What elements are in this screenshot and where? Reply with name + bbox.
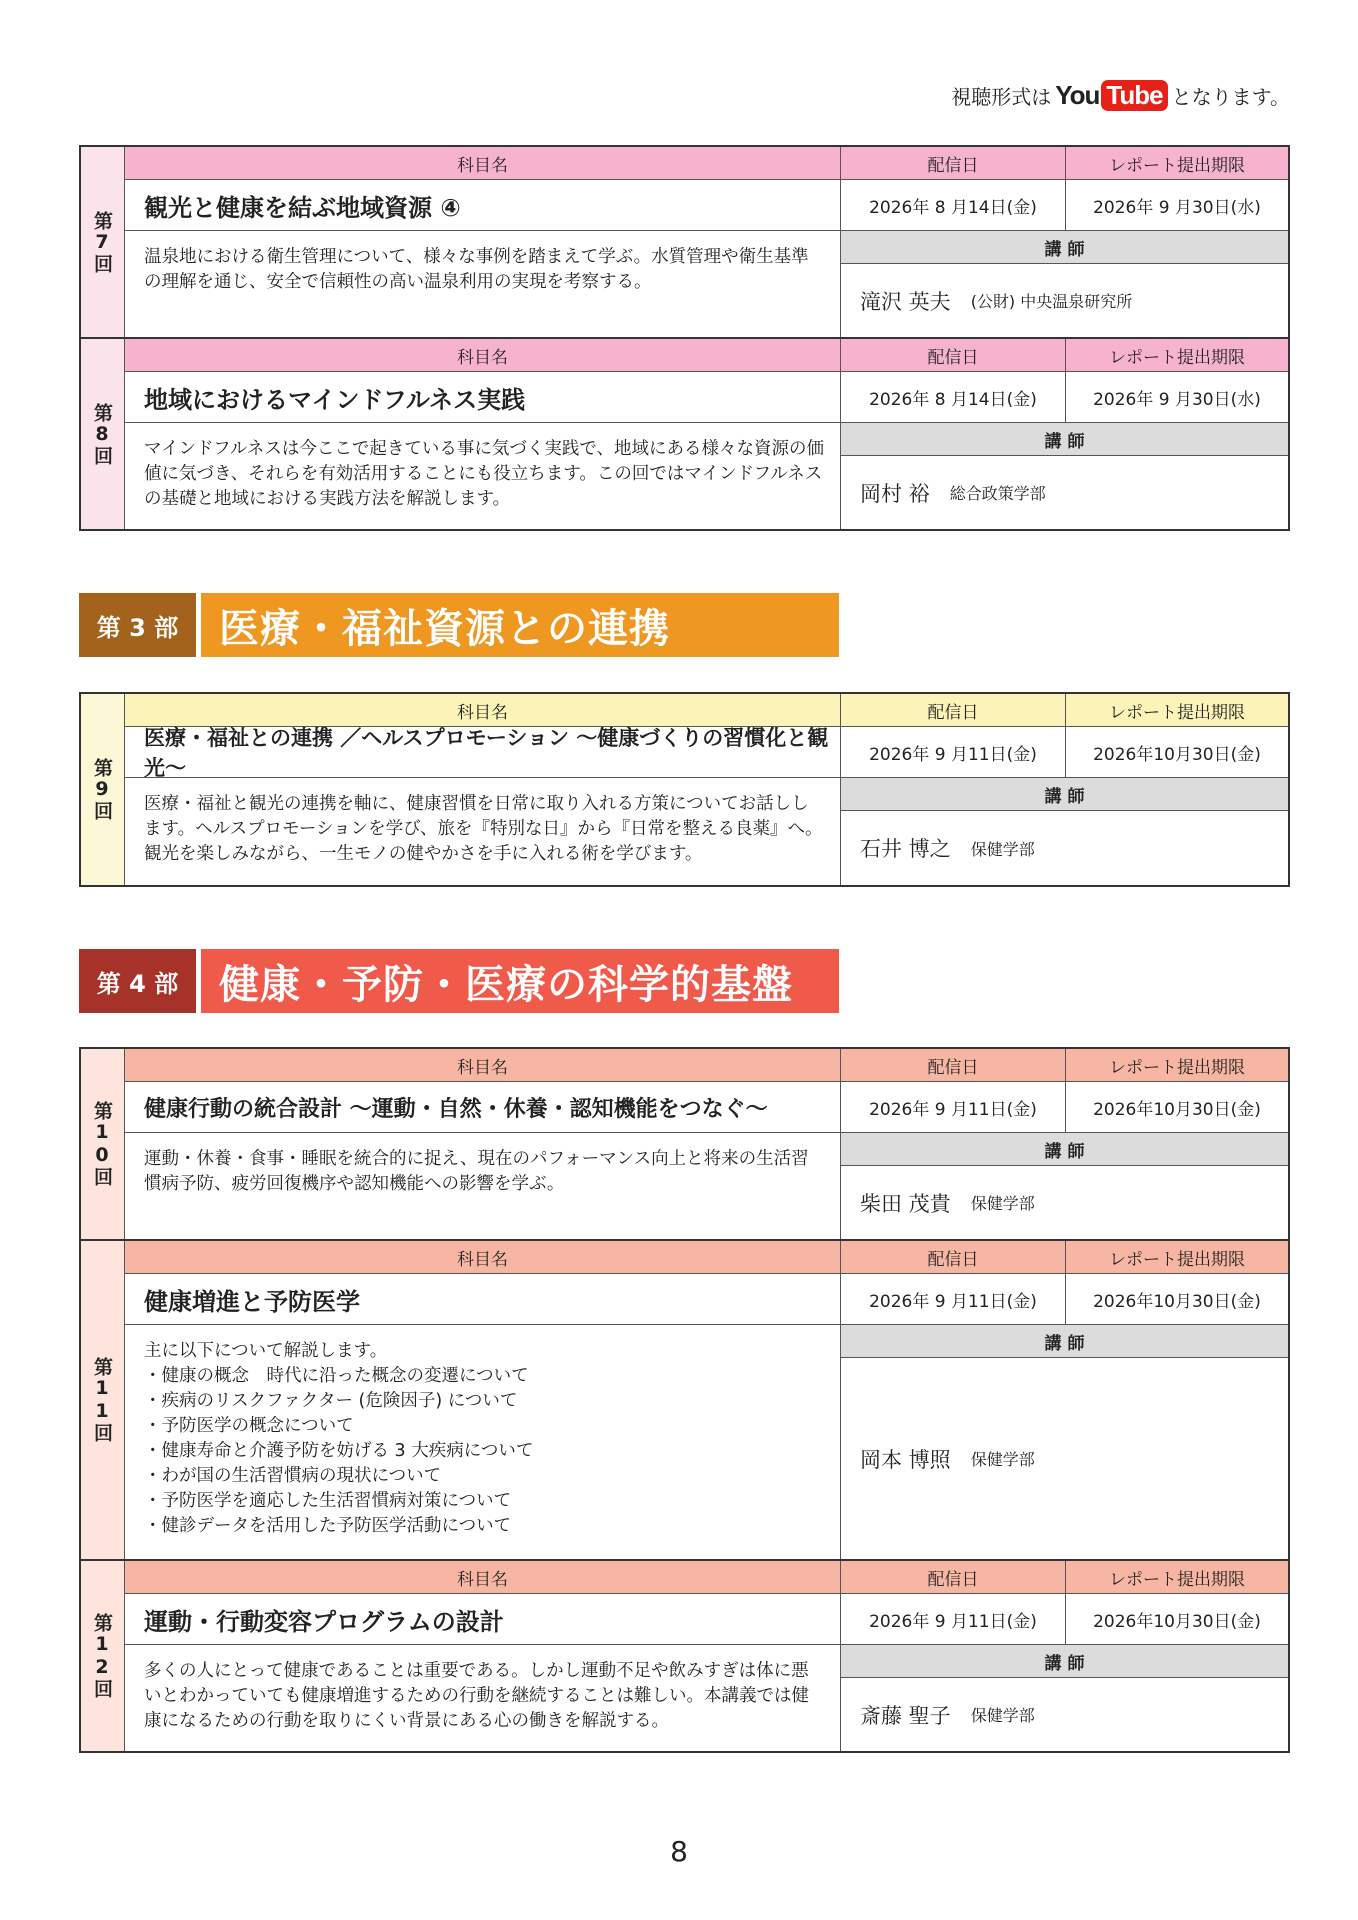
session-date: 2026年 9 月11日(金) bbox=[841, 1274, 1066, 1324]
session-deadline: 2026年10月30日(金) bbox=[1093, 1099, 1261, 1120]
header-date: 配信日 bbox=[841, 694, 1066, 726]
header-instructor: 講 師 bbox=[841, 423, 1288, 456]
session-description: 温泉地における衛生管理について、様々な事例を踏まえて学ぶ。水質管理や衛生基準の理解を通じ、安全で信頼性の高い温泉利用の実現を考察する。 bbox=[144, 247, 809, 292]
part-3-banner bbox=[79, 593, 839, 657]
session-number: 第10回 bbox=[91, 1101, 113, 1187]
session-row-12 bbox=[81, 1559, 1288, 1751]
session-title: 医療・福祉との連携 ／ヘルスプロモーション 〜健康づくりの習慣化と観光〜 bbox=[125, 727, 841, 777]
instructor-name: 滝沢 英夫 bbox=[860, 289, 951, 314]
instructor-affiliation: 総合政策学部 bbox=[949, 484, 1046, 503]
header-deadline: レポート提出期限 bbox=[1109, 347, 1245, 368]
part-title: 医療・福祉資源との連携 bbox=[201, 593, 839, 657]
session-number: 第7回 bbox=[91, 210, 113, 274]
header-deadline: レポート提出期限 bbox=[1109, 1057, 1245, 1078]
header-date: 配信日 bbox=[841, 147, 1066, 179]
notice-suffix: となります。 bbox=[1171, 85, 1290, 109]
instructor-affiliation: (公財) 中央温泉研究所 bbox=[970, 292, 1133, 311]
session-deadline: 2026年10月30日(金) bbox=[1093, 1291, 1261, 1312]
header-deadline: レポート提出期限 bbox=[1109, 1249, 1245, 1270]
session-row-11 bbox=[81, 1239, 1288, 1559]
session-deadline: 2026年10月30日(金) bbox=[1093, 1611, 1261, 1632]
session-title: 観光と健康を結ぶ地域資源 ④ bbox=[125, 180, 841, 230]
session-table-part3 bbox=[79, 692, 1290, 887]
session-row-10 bbox=[81, 1049, 1288, 1239]
header-instructor: 講 師 bbox=[841, 778, 1288, 811]
instructor-affiliation: 保健学部 bbox=[970, 1706, 1035, 1725]
header-deadline: レポート提出期限 bbox=[1109, 155, 1245, 176]
session-date: 2026年 8 月14日(金) bbox=[841, 372, 1066, 422]
header-date: 配信日 bbox=[841, 1241, 1066, 1273]
session-row-7 bbox=[81, 147, 1288, 337]
session-date: 2026年 9 月11日(金) bbox=[841, 1594, 1066, 1644]
instructor-name: 斎藤 聖子 bbox=[860, 1703, 951, 1728]
instructor-affiliation: 保健学部 bbox=[970, 839, 1035, 859]
header-subject: 科目名 bbox=[125, 339, 841, 371]
header-subject: 科目名 bbox=[125, 1241, 841, 1273]
session-deadline: 2026年 9 月30日(水) bbox=[1093, 389, 1261, 410]
header-subject: 科目名 bbox=[125, 1049, 841, 1081]
header-subject: 科目名 bbox=[125, 694, 841, 726]
session-number: 第9回 bbox=[91, 758, 113, 821]
instructor-affiliation: 保健学部 bbox=[970, 1194, 1035, 1213]
session-title: 健康増進と予防医学 bbox=[125, 1274, 841, 1324]
instructor-affiliation: 保健学部 bbox=[970, 1450, 1035, 1469]
instructor-name: 岡本 博照 bbox=[860, 1447, 951, 1472]
session-number: 第12回 bbox=[91, 1613, 113, 1699]
part-4-banner bbox=[79, 949, 839, 1013]
header-subject: 科目名 bbox=[125, 1561, 841, 1593]
header-subject: 科目名 bbox=[125, 147, 841, 179]
page-number: 8 bbox=[670, 1835, 688, 1868]
part-label: 第 3 部 bbox=[79, 593, 196, 657]
session-date: 2026年 9 月11日(金) bbox=[841, 727, 1066, 777]
session-description: 主に以下について解説します。 ・健康の概念 時代に沿った概念の変遷について ・疾病のリスクファクター (危険因子) について ・予防医学の概念について ・健康寿命と介護予防を妨げる 3 大疾病について ・わが国の生活習慣病の現状について ・予防医学を適応した生活習慣病対策について ・健診データを活用した予防医学活動について bbox=[144, 1341, 534, 1536]
part-label: 第 4 部 bbox=[79, 949, 196, 1013]
header-date: 配信日 bbox=[841, 1561, 1066, 1593]
session-row-9 bbox=[81, 694, 1288, 885]
session-number: 第8回 bbox=[91, 402, 113, 466]
youtube-logo: You Tube bbox=[1055, 80, 1167, 111]
session-description: 医療・福祉と観光の連携を軸に、健康習慣を日常に取り入れる方策についてお話しします。ヘルスプロモーションを学び、旅を『特別な日』から『日常を整える良薬』へ。観光を楽しみながら、一生モノの健やかさを手に入れる術を学びます。 bbox=[144, 794, 823, 864]
notice-prefix: 視聴形式は bbox=[951, 85, 1052, 109]
session-title: 健康行動の統合設計 〜運動・自然・休養・認知機能をつなぐ〜 bbox=[125, 1082, 841, 1132]
session-description: 多くの人にとって健康であることは重要である。しかし運動不足や飲みすぎは体に悪いとわかっていても健康増進するための行動を継続することは難しい。本講義では健康になるための行動を取りにくい背景にある心の働きを解説する。 bbox=[144, 1661, 809, 1731]
viewing-format-notice bbox=[951, 80, 1290, 111]
session-deadline: 2026年10月30日(金) bbox=[1093, 744, 1261, 765]
session-row-8 bbox=[81, 337, 1288, 529]
session-table-part4 bbox=[79, 1047, 1290, 1753]
session-description: マインドフルネスは今ここで起きている事に気づく実践で、地域にある様々な資源の価値に気づき、それらを有効活用することにも役立ちます。この回ではマインドフルネスの基礎と地域における実践方法を解説します。 bbox=[144, 439, 825, 509]
session-description: 運動・休養・食事・睡眠を統合的に捉え、現在のパフォーマンス向上と将来の生活習慣病予防、疲労回復機序や認知機能への影響を学ぶ。 bbox=[144, 1149, 809, 1194]
header-instructor: 講 師 bbox=[841, 1325, 1288, 1358]
session-date: 2026年 8 月14日(金) bbox=[841, 180, 1066, 230]
instructor-name: 岡村 裕 bbox=[860, 481, 930, 506]
header-date: 配信日 bbox=[841, 339, 1066, 371]
instructor-name: 柴田 茂貴 bbox=[860, 1191, 951, 1216]
session-title: 地域におけるマインドフルネス実践 bbox=[125, 372, 841, 422]
part-title: 健康・予防・医療の科学的基盤 bbox=[201, 949, 839, 1013]
session-deadline: 2026年 9 月30日(水) bbox=[1093, 197, 1261, 218]
session-date: 2026年 9 月11日(金) bbox=[841, 1082, 1066, 1132]
instructor-name: 石井 博之 bbox=[860, 837, 951, 861]
header-deadline: レポート提出期限 bbox=[1109, 1569, 1245, 1590]
header-deadline: レポート提出期限 bbox=[1109, 702, 1245, 723]
session-table-part2 bbox=[79, 145, 1290, 531]
session-number: 第11回 bbox=[91, 1357, 113, 1443]
session-title: 運動・行動変容プログラムの設計 bbox=[125, 1594, 841, 1644]
header-instructor: 講 師 bbox=[841, 1133, 1288, 1166]
header-date: 配信日 bbox=[841, 1049, 1066, 1081]
header-instructor: 講 師 bbox=[841, 231, 1288, 264]
header-instructor: 講 師 bbox=[841, 1645, 1288, 1678]
